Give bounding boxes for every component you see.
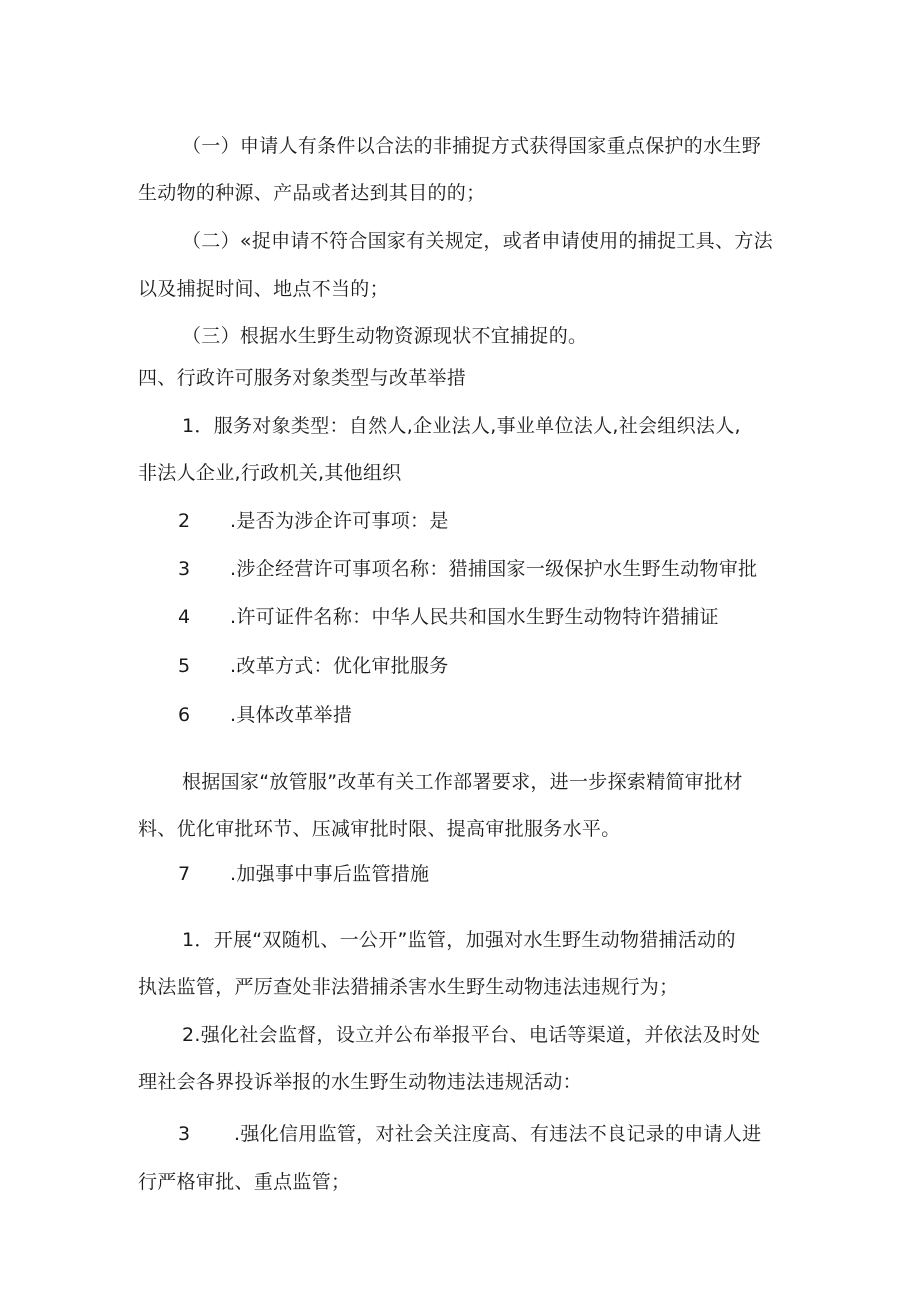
item-2-number: 2	[178, 510, 191, 532]
item-1-line-2: 非法人企业,行政机关,其他组织	[138, 462, 402, 484]
measure-2-line-1: 2.强化社会监督，设立并公布举报平台、电话等渠道，并依法及时处	[182, 1024, 761, 1046]
paragraph-3: （三）根据水生野生动物资源现状不宜捕捉的。	[182, 325, 588, 347]
item-7-text: .加强事中事后监管措施	[230, 863, 430, 885]
item-1-line-1: 1．服务对象类型：自然人,企业法人,事业单位法人,社会组织法人,	[182, 415, 741, 437]
measure-1-line-2: 执法监管，严厉查处非法猎捕杀害水生野生动物违法违规行为；	[138, 976, 679, 998]
paragraph-2-line-1: （二）«捉申请不符合国家有关规定，或者申请使用的捕捉工具、方法	[182, 230, 773, 252]
measure-3-line-1: .强化信用监管，对社会关注度高、有违法不良记录的申请人进	[234, 1123, 762, 1145]
paragraph-1-line-1: （一）申请人有条件以合法的非捕捉方式获得国家重点保护的水生野	[182, 135, 762, 157]
item-7-number: 7	[178, 863, 191, 885]
item-3-number: 3	[178, 558, 191, 580]
reform-paragraph-line-1: 根据国家“放管服”改革有关工作部署要求，进一步探索精简审批材	[182, 771, 743, 793]
item-3-text: .涉企经营许可事项名称：猎捕国家一级保护水生野生动物审批	[230, 558, 758, 580]
item-5-number: 5	[178, 655, 191, 677]
reform-paragraph-line-2: 料、优化审批环节、压减审批时限、提高审批服务水平。	[138, 818, 621, 840]
item-4-text: .许可证件名称：中华人民共和国水生野生动物特许猎捕证	[230, 606, 719, 628]
measure-1-line-1: 1．开展“双随机、一公开”监管，加强对水生野生动物猎捕活动的	[182, 929, 736, 951]
item-6-text: .具体改革举措	[230, 704, 353, 726]
item-2-text: .是否为涉企许可事项：是	[230, 510, 449, 532]
paragraph-2-line-2: 以及捕捉时间、地点不当的；	[138, 278, 389, 300]
item-4-number: 4	[178, 606, 191, 628]
item-5-text: .改革方式：优化审批服务	[230, 655, 449, 677]
section-heading: 四、行政许可服务对象类型与改革举措	[138, 367, 467, 389]
measure-3-number: 3	[178, 1123, 191, 1145]
item-6-number: 6	[178, 704, 191, 726]
paragraph-1-line-2: 生动物的种源、产品或者达到其目的的；	[138, 182, 486, 204]
measure-2-line-2: 理社会各界投诉举报的水生野生动物违法违规活动：	[138, 1071, 582, 1093]
measure-3-line-2: 行严格审批、重点监管；	[138, 1171, 351, 1193]
